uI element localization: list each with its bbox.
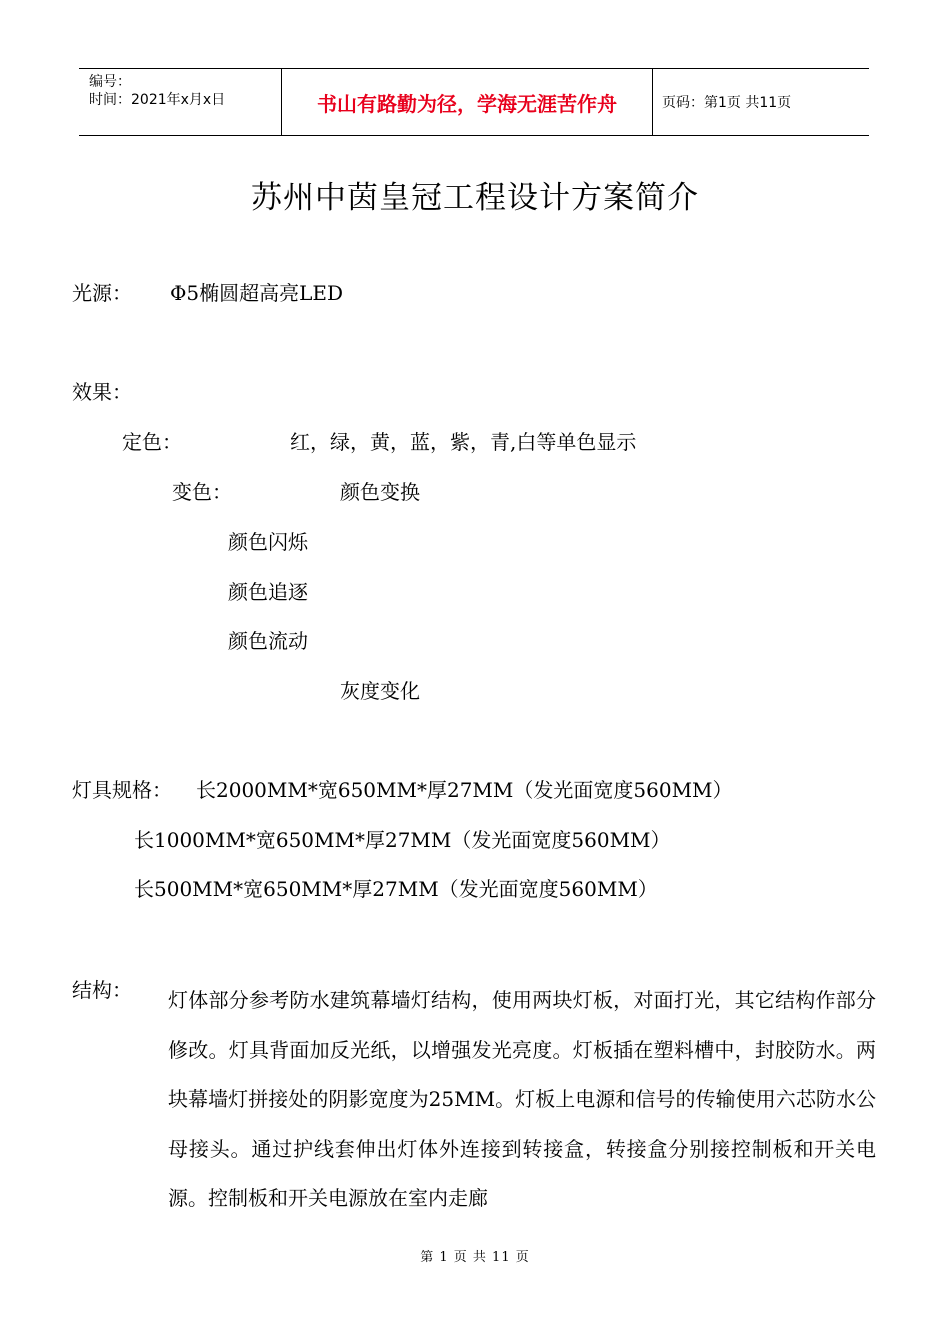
light-source-value: Φ5椭圆超高亮LED [170, 281, 344, 305]
specs-label: 灯具规格： [72, 778, 172, 802]
change-item: 颜色追逐 [228, 580, 308, 604]
change-item: 颜色流动 [228, 629, 308, 653]
light-source-label: 光源： [72, 281, 132, 305]
fixed-color-label: 定色： [122, 430, 182, 454]
header-page-info: 页码：第1页 共11页 [662, 95, 792, 111]
document-title: 苏州中茵皇冠工程设计方案简介 [251, 180, 699, 216]
structure-paragraph [168, 976, 876, 1224]
header-meta [79, 69, 281, 135]
effects-label: 效果： [72, 380, 132, 404]
fixed-color-value: 红，绿，黄，蓝，紫，青,白等单色显示 [290, 430, 637, 454]
structure-label: 结构： [72, 978, 132, 1002]
structure-text: 灯体部分参考防水建筑幕墙灯结构，使用两块灯板，对面打光，其它结构作部分修改。灯具背面加反光纸，以增强发光亮度。灯板插在塑料槽中，封胶防水。两块幕墙灯拼接处的阴影宽度为25MM。灯板上电源和信号的传输使用六芯防水公母接头。通过护线套伸出灯体外连接到转接盒，转接盒分别接控制板和开关电源。控制板和开关电源放在室内走廊 [168, 988, 876, 1211]
document-number-label: 编号： [89, 74, 131, 90]
change-item: 颜色变换 [340, 480, 420, 504]
change-color-label: 变色： [172, 480, 232, 504]
document-time: 时间：2021年x月x日 [89, 92, 226, 108]
header-motto: 书山有路勤为径，学海无涯苦作舟 [281, 69, 653, 135]
spec-item: 长1000MM*宽650MM*厚27MM（发光面宽度560MM） [134, 828, 671, 852]
spec-item: 长2000MM*宽650MM*厚27MM（发光面宽度560MM） [196, 778, 733, 802]
spec-item: 长500MM*宽650MM*厚27MM（发光面宽度560MM） [134, 877, 658, 901]
change-item: 颜色闪烁 [228, 530, 308, 554]
page-footer: 第 1 页 共 11 页 [420, 1250, 530, 1265]
change-item: 灰度变化 [340, 679, 420, 703]
page-header [79, 68, 869, 136]
